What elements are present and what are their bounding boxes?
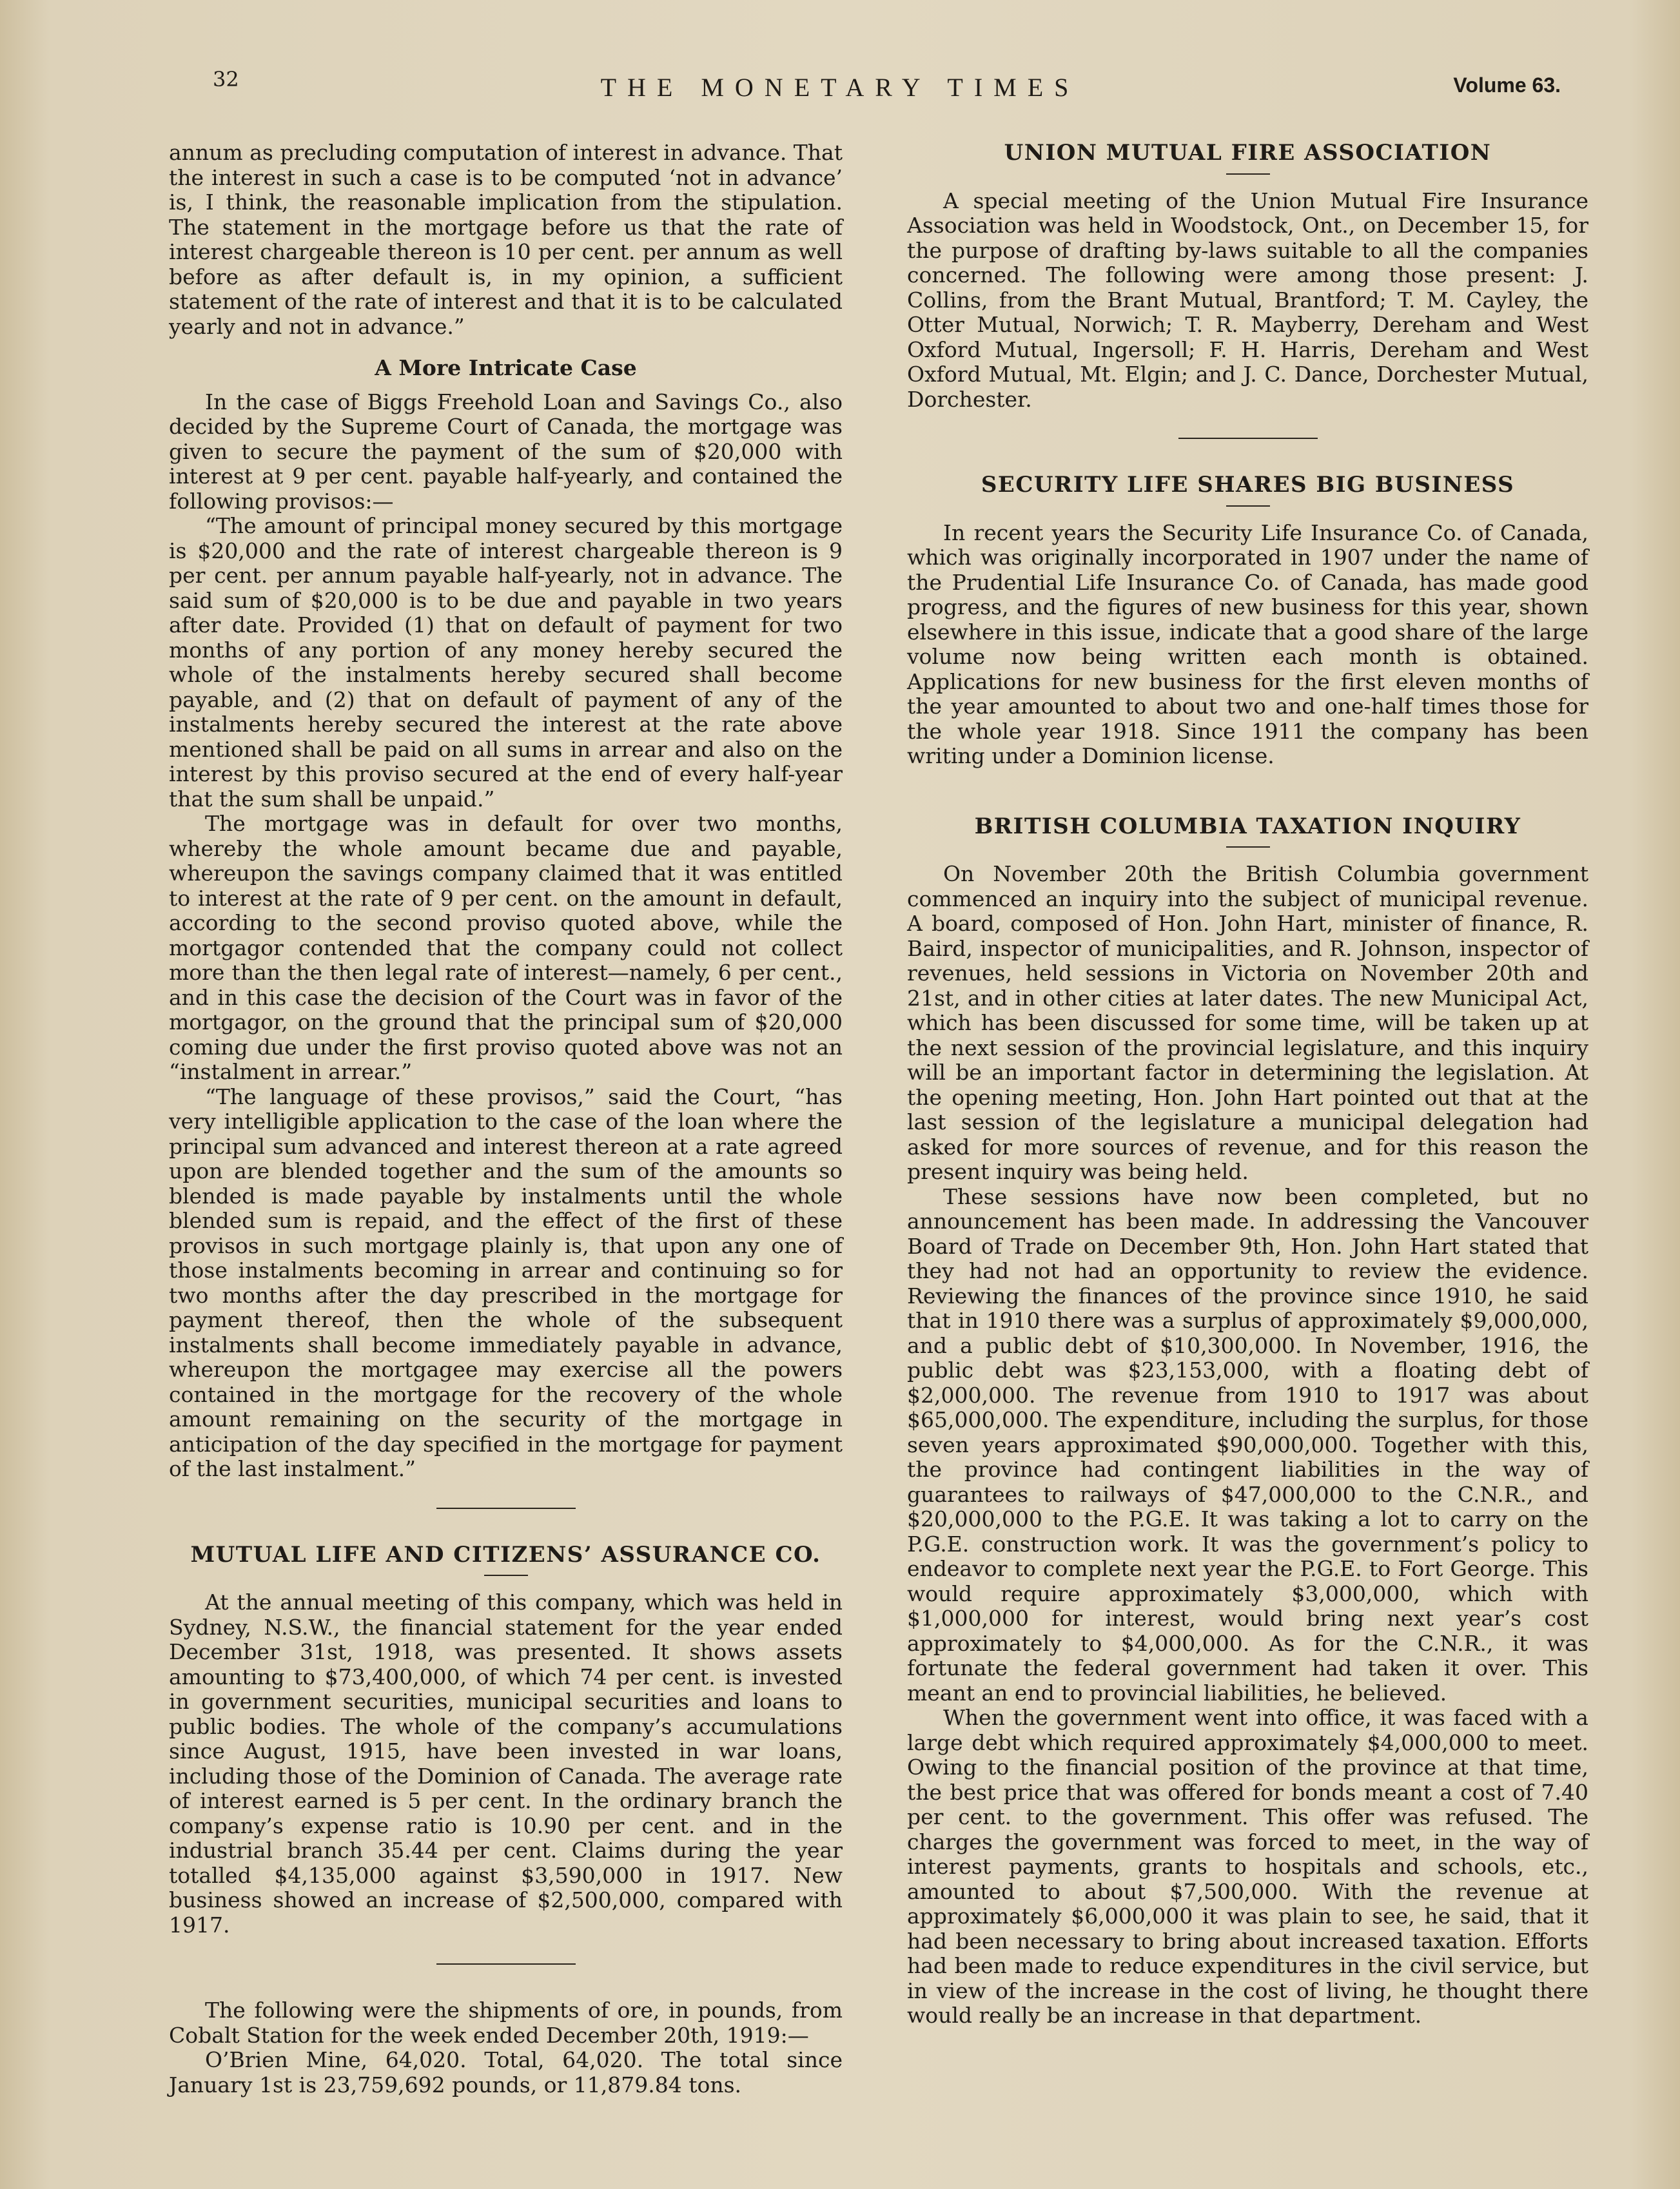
heading-rule bbox=[1226, 846, 1270, 848]
security-life-article: In recent years the Security Life Insurance Co. of Canada, which was originally incorporated in 1907 under the name of the Prudential Life Insurance Co. of Canada, has made good progress, and the figures of new business for this year, shown elsewhere in this issue, indicate that a good share of the large volume now being written each month is obtained. Applications for new business for the first eleven months of the year amounted to about two and one-half times those for the whole year 1918. Since 1911 the company has been writing under a Dominion license. bbox=[907, 520, 1588, 768]
spacer bbox=[907, 769, 1588, 814]
bc-taxation-paragraph: When the government went into office, it was faced with a large debt which required approximately $4,000,000 to meet. Owing to the financial position of the province at that time, the best price that was offered for bonds meant a cost of 7.40 per cent. to the government. This offer was refused. The charges the government was forced to meet, in the way of interest payments, grants to hospitals and schools, etc., amounted to about $7,500,000. With the revenue at approximately $6,000,000 it was plain to see, he said, that it had been necessary to bring about increased taxation. Efforts had been made to reduce expenditures in the civil service, but in view of the increase in the cost of living, he thought there would really be an increase in that department. bbox=[907, 1705, 1588, 2028]
bc-taxation-paragraph: These sessions have now been completed, but no announcement has been made. In addressing the Vancouver Board of Trade on December 9th, Hon. John Hart stated that they had not had an opportunity to review the evidence. Reviewing the finances of the province since 1910, he said that in 1910 there was a surplus of approximately $9,000,000, and a public debt of $10,300,000. In November, 1916, the public debt was $23,153,000, with a floating debt of $2,000,000. The revenue from 1910 to 1917 was about $65,000,000. The expenditure, including the surplus, for those seven years approximated $90,000,000. Together with this, the province had contingent liabilities in the way of guarantees to railways of $47,000,000 to the C.N.R., and $20,000,000 to the P.G.E. It was taking a lot to carry on the P.G.E. construction work. It was the government’s policy to endeavor to complete next year the P.G.E. to Fort George. This would require approximately $3,000,000, which with $1,000,000 for interest, would bring next year’s cost approximately to $4,000,000. As for the C.N.R., it was fortunate the federal government had taken it over. This meant an end to provincial liabilities, he believed. bbox=[907, 1183, 1588, 1706]
security-life-heading: SECURITY LIFE SHARES BIG BUSINESS bbox=[981, 472, 1515, 498]
union-mutual-heading: UNION MUTUAL FIRE ASSOCIATION bbox=[1004, 140, 1492, 166]
section-divider bbox=[1178, 438, 1318, 439]
paragraph: The mortgage was in default for over two months, whereby the whole amount became due and payable, whereupon the savings company claimed that it was entitled to interest at the rate of 9 per cent. on the amount in default, according to the second proviso quoted above, while the mortgagor contended that the company could not collect more than the then legal rate of interest—namely, 6 per cent., and in this case the decision of the Court was in favor of the mortgagor, on the ground that the principal sum of $20,000 coming due under the first proviso quoted above was not an “instalment in arrear.” bbox=[169, 811, 843, 1084]
right-column bbox=[907, 141, 1588, 2081]
left-column bbox=[169, 140, 843, 2097]
union-mutual-article: A special meeting of the Union Mutual Fire Insurance Association was held in Woodstock, Ont., on December 15, for the purpose of drafting by-laws suitable to all the companies concerned. The following were among those present: J. Collins, from the Brant Mutual, Brantford; T. M. Cayley, the Otter Mutual, Norwich; T. R. Mayberry, Dereham and West Oxford Mutual, Ingersoll; F. H. Harris, Dereham and West Oxford Mutual, Mt. Elgin; and J. C. Dance, Dorchester Mutual, Dorchester. bbox=[907, 188, 1588, 412]
heading-rule bbox=[1226, 173, 1270, 175]
cobalt-shipments-figures: O’Brien Mine, 64,020. Total, 64,020. The total since January 1st is 23,759,692 pounds, or 11,879.84 tons. bbox=[169, 2047, 843, 2097]
masthead-title: THE MONETARY TIMES bbox=[600, 73, 1080, 102]
section-divider bbox=[436, 1508, 576, 1509]
page-header bbox=[0, 67, 1680, 106]
bc-taxation-paragraph: On November 20th the British Columbia government commenced an inquiry into the subject of municipal revenue. A board, composed of Hon. John Hart, minister of finance, R. Baird, inspector of municipalities, and R. Johnson, inspector of revenues, held sessions in Victoria on November 20th and 21st, and in other cities at later dates. The new Municipal Act, which has been discussed for some time, will be taken up at the next session of the provincial legislature, and this inquiry will be an important factor in determining the legislation. At the opening meeting, Hon. John Hart pointed out that at the last session of the legislature a municipal delegation had asked for more sources of revenue, and for this reason the present inquiry was being held. bbox=[907, 861, 1588, 1184]
subheading-intricate-case: A More Intricate Case bbox=[375, 355, 637, 380]
cobalt-shipments-intro: The following were the shipments of ore, in pounds, from Cobalt Station for the week ended December 20th, 1919:— bbox=[169, 1998, 843, 2048]
bc-taxation-heading: BRITISH COLUMBIA TAXATION INQUIRY bbox=[974, 813, 1521, 839]
mutual-life-article: At the annual meeting of this company, which was held in Sydney, N.S.W., the financial statement for the year ended December 31st, 1918, was presented. It shows assets amounting to $73,400,000, of which 74 per cent. is invested in government securities, municipal securities and loans to public bodies. The whole of the company’s accumulations since August, 1915, have been invested in war loans, including those of the Dominion of Canada. The average rate of interest earned is 5 per cent. In the ordinary branch the company’s expense ratio is 10.90 per cent. and in the industrial branch 35.44 per cent. Claims during the year totalled $4,135,000 against $3,590,000 in 1917. New business showed an increase of $2,500,000, compared with 1917. bbox=[169, 1590, 843, 1938]
heading-rule bbox=[1226, 505, 1270, 507]
page-number: 32 bbox=[213, 67, 239, 92]
heading-rule bbox=[484, 1575, 528, 1576]
section-divider bbox=[436, 1963, 576, 1965]
paragraph: In the case of Biggs Freehold Loan and Savings Co., also decided by the Supreme Court of Canada, the mortgage was given to secure the payment of the sum of $20,000 with interest at 9 per cent. payable half-yearly, and contained the following provisos:— bbox=[169, 389, 843, 514]
volume-label: Volume 63. bbox=[1453, 73, 1561, 97]
quoted-provisos: “The amount of principal money secured by this mortgage is $20,000 and the rate of interest chargeable thereon is 9 per cent. per annum payable half-yearly, not in advance. The said sum of $20,000 is to be due and payable in two years after date. Provided (1) that on default of payment for two months of any portion of any money hereby secured the whole of the instalments hereby secured shall become payable, and (2) that on default of payment of any of the instalments hereby secured the interest at the rate above mentioned shall be paid on all sums in arrear and also on the interest by this proviso secured at the end of every half-year that the sum shall be unpaid.” bbox=[169, 513, 843, 812]
continued-paragraph: annum as precluding computation of interest in advance. That the interest in such a case is to be computed ‘not in advance’ is, I think, the reasonable implication from the stipulation. The statement in the mortgage before us that the rate of interest chargeable thereon is 10 per cent. per annum as well before as after default is, in my opinion, a sufficient statement of the rate of interest and that it is to be calculated yearly and not in advance.” bbox=[169, 140, 843, 339]
mutual-life-heading: MUTUAL LIFE AND CITIZENS’ ASSURANCE CO. bbox=[190, 1541, 821, 1568]
court-quote: “The language of these provisos,” said the Court, “has very intelligible application to the case of the loan where the principal sum advanced and interest thereon at a rate agreed upon are blended together and the sum of the amounts so blended is made payable by instalments until the whole blended sum is repaid, and the effect of the first of these provisos in such mortgage plainly is, that upon any one of those instalments becoming in arrear and continuing so for two months after the day prescribed in the mortgage for payment thereof, then the whole of the subsequent instalments shall become immediately payable in advance, whereupon the mortgagee may exercise all the powers contained in the mortgage for the recovery of the whole amount remaining on the security of the mortgage in anticipation of the day specified in the mortgage for payment of the last instalment.” bbox=[169, 1084, 843, 1481]
